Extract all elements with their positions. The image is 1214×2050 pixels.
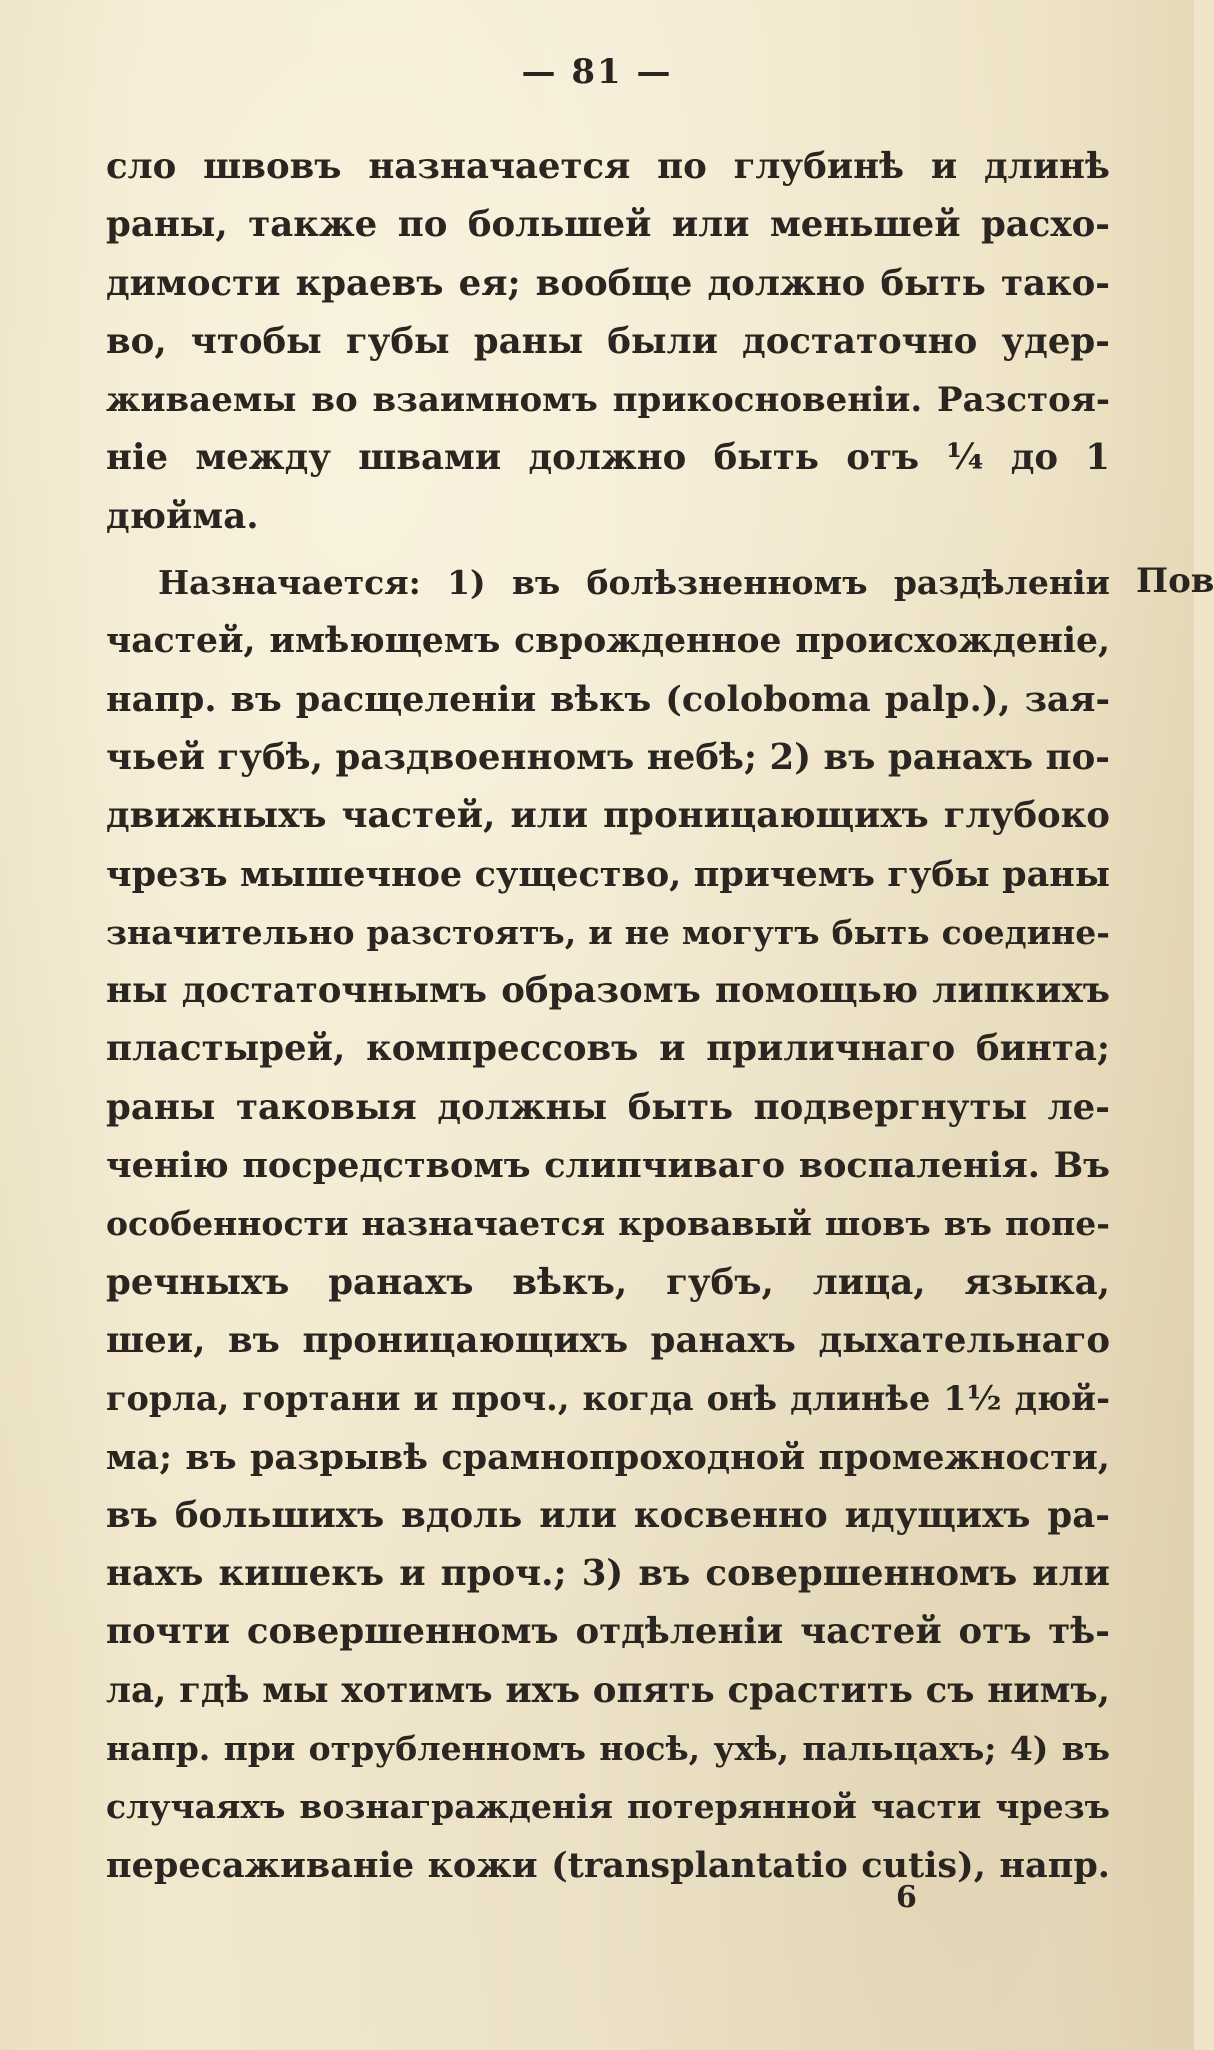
text-line: горла, гортани и проч., когда онѣ длинѣе 1½ дюй-	[106, 1379, 1110, 1419]
text-line: речныхъ ранахъ вѣкъ, губъ, лица, языка,	[106, 1261, 1110, 1303]
text-line: значительно разстоятъ, и не могутъ быть соедине-	[106, 912, 1110, 952]
text-line: Назначается: 1) въ болѣзненномъ раздѣленiи	[158, 563, 1110, 603]
text-line: пластырей, компрессовъ и приличнаго бинта;	[106, 1028, 1110, 1070]
text-line: въ большихъ вдоль или косвенно идущихъ ра-	[106, 1494, 1110, 1536]
text-line: живаемы во взаимномъ прикосновенiи. Разстоя-	[106, 380, 1110, 421]
text-line: частей, имѣющемъ сврожденное происхожденiе,	[106, 621, 1110, 662]
text-line: случаяхъ вознагражденiя потерянной части чрезъ	[106, 1787, 1110, 1827]
text-line: чрезъ мышечное существо, причемъ губы раны	[106, 853, 1110, 895]
text-line: сло швовъ назначается по глубинѣ и длинѣ	[106, 146, 1110, 187]
text-line: напр. въ расщеленiи вѣкъ (coloboma palp.), зая-	[106, 678, 1110, 720]
text-line: ченiю посредствомъ слипчиваго воспаленiя. Въ	[106, 1145, 1110, 1187]
text-line: особенности назначается кровавый шовъ въ попе-	[106, 1204, 1110, 1244]
text-line: ма; въ разрывѣ срамнопроходной промежности,	[106, 1436, 1110, 1478]
text-line: почти совершенномъ отдѣленiи частей отъ тѣ-	[106, 1611, 1110, 1653]
text-line: напр. при отрубленномъ носѣ, ухѣ, пальцахъ; 4) въ	[106, 1729, 1110, 1769]
text-line: димости краевъ ея; вообще должно быть тако-	[106, 262, 1110, 304]
text-line: раны, также по большей или меньшей расхо-	[106, 204, 1110, 246]
text-line: чьей губѣ, раздвоенномъ небѣ; 2) въ ранахъ по-	[106, 736, 1110, 778]
text-line: движныхъ частей, или проницающихъ глубоко	[106, 795, 1110, 837]
signature-mark: 6	[896, 1880, 917, 1915]
text-line: раны таковыя должны быть подвергнуты ле-	[106, 1086, 1110, 1128]
text-line: дюйма.	[106, 495, 259, 537]
paragraph-gap	[106, 546, 1110, 554]
page-number: — 81 —	[521, 52, 673, 92]
text-line: ла, гдѣ мы хотимъ ихъ опять срастить съ нимъ,	[106, 1669, 1110, 1711]
text-line: пересаживанiе кожи (transplantatio cutis), напр.	[106, 1844, 1110, 1886]
text-line: нiе между швами должно быть отъ ¼ до 1	[106, 437, 1110, 479]
text-line: нахъ кишекъ и проч.; 3) въ совершенномъ или	[106, 1553, 1110, 1595]
text-line: во, чтобы губы раны были достаточно удер-	[106, 320, 1110, 362]
body-text	[106, 138, 1110, 1895]
margin-note: Пов	[1136, 561, 1214, 601]
text-line: шеи, въ проницающихъ ранахъ дыхательнаго	[106, 1319, 1110, 1361]
text-line: ны достаточнымъ образомъ помощью липкихъ	[106, 970, 1110, 1012]
